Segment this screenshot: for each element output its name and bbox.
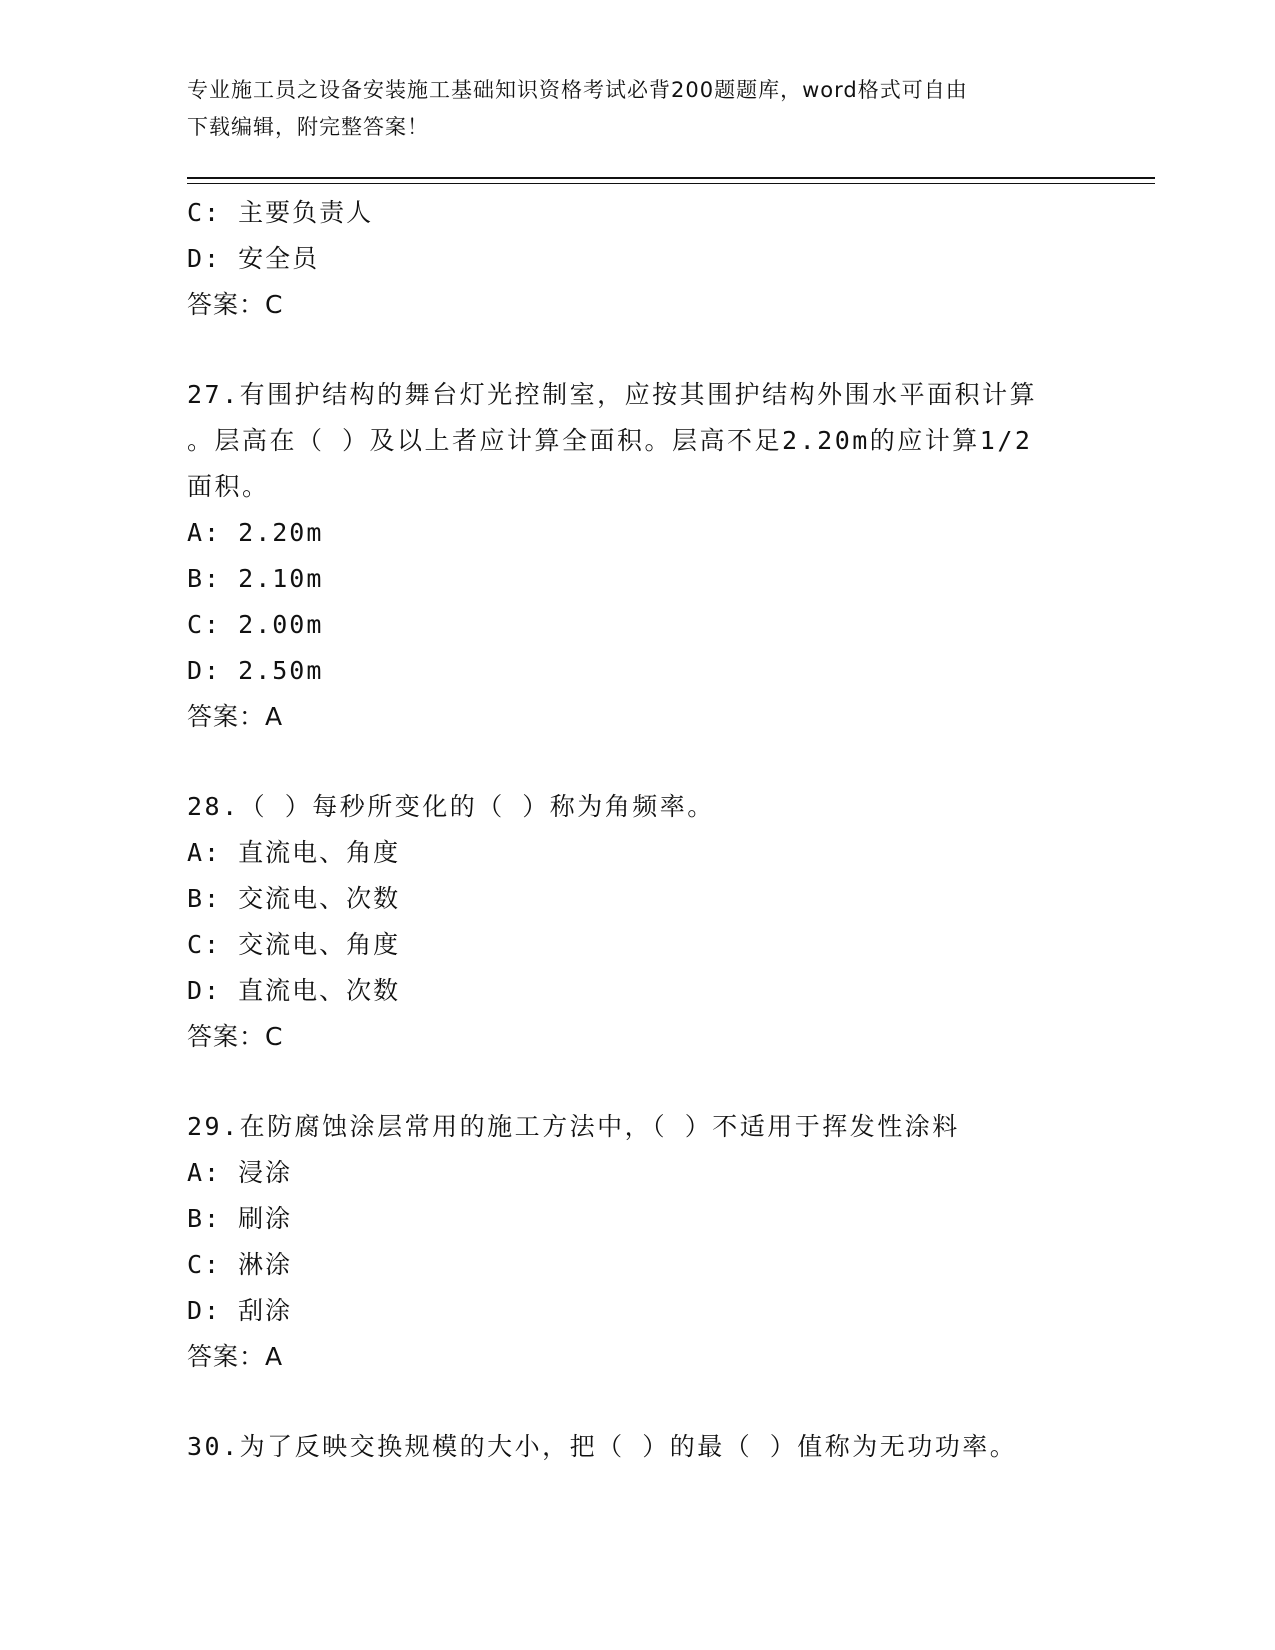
option-c: C: 主要负责人	[187, 198, 374, 227]
option-b: B: 刷涂	[187, 1204, 293, 1233]
header-rule-thick	[187, 177, 1155, 179]
header-rule-thin	[187, 183, 1155, 184]
question-30	[187, 1424, 1087, 1470]
spacer	[187, 740, 1087, 784]
option-c: C: 2.00m	[187, 610, 324, 639]
option-c: C: 淋涂	[187, 1250, 293, 1279]
spacer	[187, 1060, 1087, 1104]
stem-line: 面积。	[187, 472, 270, 501]
question-stem	[187, 1424, 1087, 1470]
stem-line: 30.为了反映交换规模的大小，把（ ）的最（ ）值称为无功功率。	[187, 1432, 1018, 1461]
stem-line: 29.在防腐蚀涂层常用的施工方法中，（ ）不适用于挥发性涂料	[187, 1112, 960, 1141]
question-stem	[187, 372, 1087, 510]
question-list	[187, 190, 1087, 1470]
option-c: C: 交流电、角度	[187, 930, 401, 959]
question-28	[187, 784, 1087, 1060]
question-stem	[187, 1104, 1087, 1150]
question-26-continued	[187, 190, 1087, 328]
question-stem	[187, 784, 1087, 830]
question-27	[187, 372, 1087, 740]
answer-label: 答案：A	[187, 702, 284, 731]
document-header	[187, 72, 1067, 146]
option-a: A: 2.20m	[187, 518, 324, 547]
option-d: D: 直流电、次数	[187, 976, 401, 1005]
spacer	[187, 328, 1087, 372]
option-d: D: 安全员	[187, 244, 320, 273]
answer-label: 答案：A	[187, 1342, 284, 1371]
option-d: D: 2.50m	[187, 656, 324, 685]
option-a: A: 直流电、角度	[187, 838, 401, 867]
stem-line: 。层高在（ ）及以上者应计算全面积。层高不足2.20m的应计算1/2	[187, 426, 1033, 455]
option-a: A: 浸涂	[187, 1158, 293, 1187]
stem-line: 28.（ ）每秒所变化的（ ）称为角频率。	[187, 792, 715, 821]
header-line-2: 下载编辑，附完整答案！	[187, 115, 429, 139]
option-b: B: 2.10m	[187, 564, 324, 593]
header-line-1: 专业施工员之设备安装施工基础知识资格考试必背200题题库，word格式可自由	[187, 78, 968, 102]
question-29	[187, 1104, 1087, 1380]
answer-label: 答案：C	[187, 1022, 284, 1051]
answer-label: 答案：C	[187, 290, 284, 319]
option-d: D: 刮涂	[187, 1296, 293, 1325]
option-b: B: 交流电、次数	[187, 884, 401, 913]
stem-line: 27.有围护结构的舞台灯光控制室，应按其围护结构外围水平面积计算	[187, 380, 1038, 409]
spacer	[187, 1380, 1087, 1424]
